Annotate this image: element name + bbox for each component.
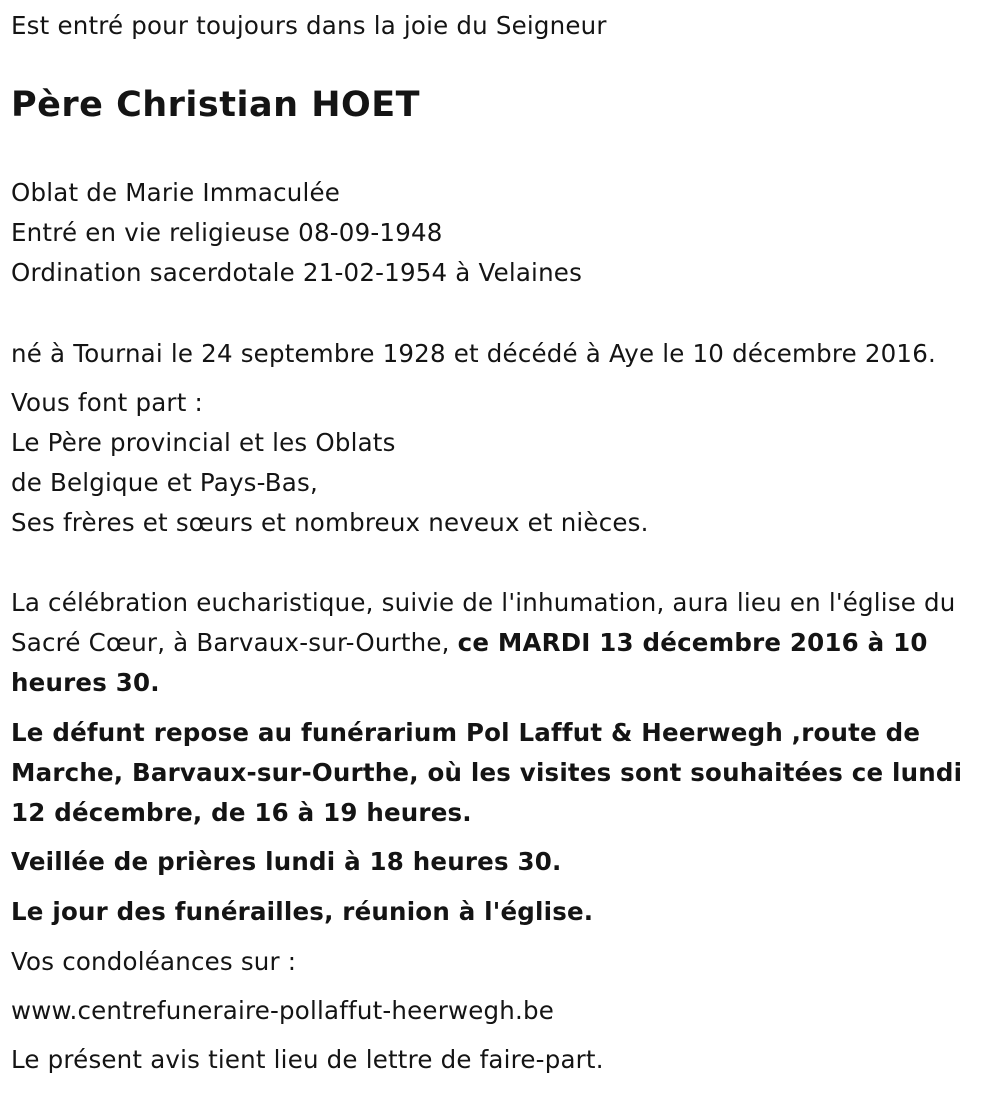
condolences-label: Vos condoléances sur : <box>11 947 297 976</box>
religious-order: Oblat de Marie Immaculée <box>11 178 341 207</box>
celebration-text: La célébration eucharistique, suivie de l'inhumation, aura lieu en l'église du Sacré Cœur, à Barvaux-sur-Ourthe, <box>11 588 956 657</box>
ordination-date: Ordination sacerdotale 21-02-1954 à Velaines <box>11 258 583 287</box>
birth-death-line: né à Tournai le 24 septembre 1928 et décédé à Aye le 10 décembre 2016. <box>11 339 936 368</box>
intro-line: Est entré pour toujours dans la joie du Seigneur <box>11 11 607 40</box>
condolences-website: www.centrefuneraire-pollaffut-heerwegh.be <box>11 996 554 1025</box>
family-line-2: de Belgique et Pays-Bas, <box>11 468 318 497</box>
religious-entry-date: Entré en vie religieuse 08-09-1948 <box>11 218 443 247</box>
reunion-line: Le jour des funérailles, réunion à l'église. <box>11 897 594 926</box>
family-line-1: Le Père provincial et les Oblats <box>11 428 396 457</box>
vigil-line: Veillée de prières lundi à 18 heures 30. <box>11 847 562 876</box>
deceased-name: Père Christian HOET <box>11 85 421 125</box>
funerarium-paragraph: Le défunt repose au funérarium Pol Laffut & Heerwegh ,route de Marche, Barvaux-sur-Ourthe, où les visites sont souhaitées ce lundi 12 décembre, de 16 à 19 heures. <box>11 718 963 827</box>
religious-info <box>11 173 582 293</box>
family-announcement <box>11 383 649 543</box>
celebration-paragraph <box>11 583 986 703</box>
notice-line: Le présent avis tient lieu de lettre de faire-part. <box>11 1045 604 1074</box>
family-label: Vous font part : <box>11 388 203 417</box>
celebration-date: ce MARDI 13 décembre 2016 à 10 heures 30. <box>11 628 928 697</box>
family-line-3: Ses frères et sœurs et nombreux neveux et nièces. <box>11 508 649 537</box>
